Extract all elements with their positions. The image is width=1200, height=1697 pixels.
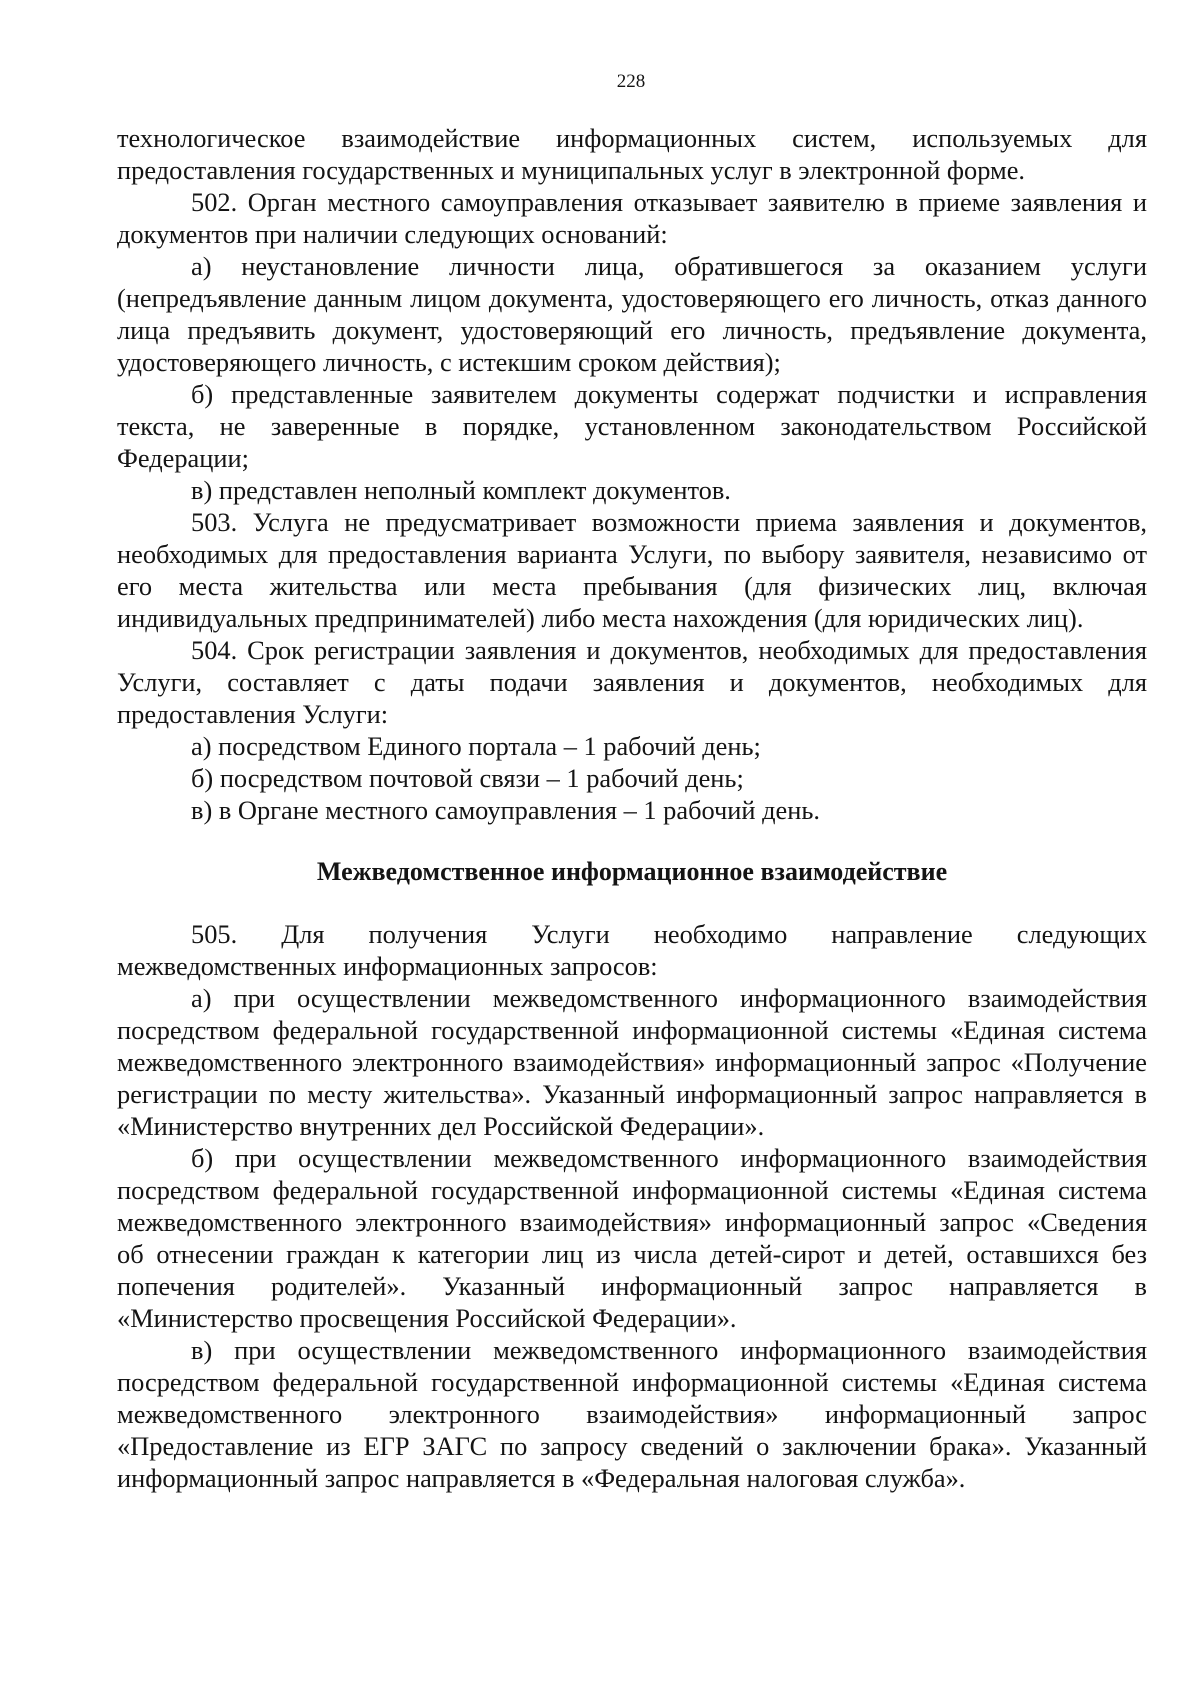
- document-body: [117, 122, 1147, 1494]
- paragraph-502-v: в) представлен неполный комплект документов.: [191, 475, 731, 505]
- paragraph-505-a: а) при осуществлении межведомственного информационного взаимодействия посредством федеральной государственной информационной системы «Единая система межведомственного электронного взаимодействия» информационный запрос «Получение регистрации по месту жительства». Указанный информационный запрос направляется в «Министерство внутренних дел Российской Федерации».: [117, 983, 1147, 1141]
- paragraph-505-v: в) при осуществлении межведомственного информационного взаимодействия посредством федеральной государственной информационной системы «Единая система межведомственного электронного взаимодействия» информационный запрос «Предоставление из ЕГР ЗАГС по запросу сведений о заключении брака». Указанный информационный запрос направляется в «Федеральная налоговая служба».: [117, 1335, 1147, 1493]
- paragraph-504-a: а) посредством Единого портала – 1 рабочий день;: [191, 731, 761, 761]
- paragraph-505: 505. Для получения Услуги необходимо направление следующих межведомственных информационных запросов:: [117, 919, 1147, 981]
- paragraph-504: 504. Срок регистрации заявления и документов, необходимых для предоставления Услуги, составляет с даты подачи заявления и документов, необходимых для предоставления Услуги:: [117, 635, 1147, 729]
- paragraph-504-b: б) посредством почтовой связи – 1 рабочий день;: [191, 763, 744, 793]
- paragraph-502: 502. Орган местного самоуправления отказывает заявителю в приеме заявления и документов при наличии следующих оснований:: [117, 187, 1147, 249]
- paragraph-505-b: б) при осуществлении межведомственного информационного взаимодействия посредством федеральной государственной информационной системы «Единая система межведомственного электронного взаимодействия» информационный запрос «Сведения об отнесении граждан к категории лиц из числа детей-сирот и детей, оставшихся без попечения родителей». Указанный информационный запрос направляется в «Министерство просвещения Российской Федерации».: [117, 1143, 1147, 1333]
- section-heading: Межведомственное информационное взаимодействие: [316, 857, 948, 886]
- page-number: 228: [616, 71, 646, 92]
- paragraph-504-v: в) в Органе местного самоуправления – 1 рабочий день.: [191, 795, 821, 825]
- paragraph-continuation: технологическое взаимодействие информационных систем, используемых для предоставления государственных и муниципальных услуг в электронной форме.: [117, 123, 1147, 185]
- paragraph-503: 503. Услуга не предусматривает возможности приема заявления и документов, необходимых для предоставления варианта Услуги, по выбору заявителя, независимо от его места жительства или места пребывания (для физических лиц, включая индивидуальных предпринимателей) либо места нахождения (для юридических лиц).: [117, 507, 1147, 633]
- paragraph-502-b: б) представленные заявителем документы содержат подчистки и исправления текста, не заверенные в порядке, установленном законодательством Российской Федерации;: [117, 379, 1147, 473]
- paragraph-502-a: а) неустановление личности лица, обратившегося за оказанием услуги (непредъявление данным лицом документа, удостоверяющего его личность, отказ данного лица предъявить документ, удостоверяющий его личность, предъявление документа, удостоверяющего личность, с истекшим сроком действия);: [117, 251, 1147, 377]
